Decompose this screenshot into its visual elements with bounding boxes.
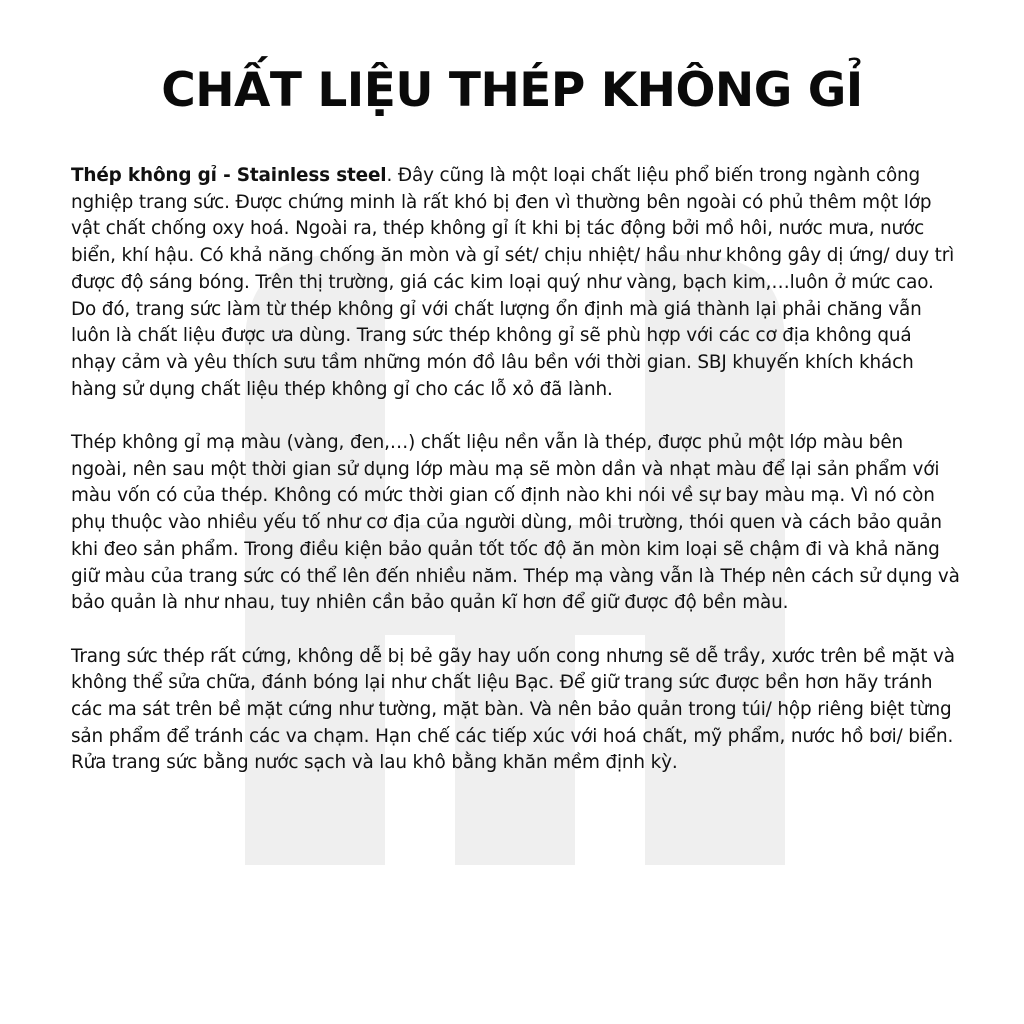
paragraph-stainless-steel: [71, 163, 961, 403]
paragraph-text: Trang sức thép rất cứng, không dễ bị bẻ gãy hay uốn cong nhưng sẽ dễ trầy, xước trên bề mặt và không thể sửa chữa, đánh bóng lại như chất liệu Bạc. Để giữ trang sức được bền hơn hãy tránh các ma sát trên bề mặt cứng như tường, mặt bàn. Và nên bảo quản trong túi/ hộp riêng biệt từng sản phẩm để tránh các va chạm. Hạn chế các tiếp xúc với hoá chất, mỹ phẩm, nước hồ bơi/ biển. Rửa trang sức bằng nước sạch và lau khô bằng khăn mềm định kỳ.: [71, 645, 955, 774]
paragraph-text: Thép không gỉ mạ màu (vàng, đen,…) chất liệu nền vẫn là thép, được phủ một lớp màu bên ngoài, nên sau một thời gian sử dụng lớp màu mạ sẽ mòn dần và nhạt màu để lại sản phẩm với màu vốn có của thép. Không có mức thời gian cố định nào khi nói về sự bay màu mạ. Vì nó còn phụ thuộc vào nhiều yếu tố như cơ địa của người dùng, môi trường, thói quen và cách bảo quản khi đeo sản phẩm. Trong điều kiện bảo quản tốt tốc độ ăn mòn kim loại sẽ chậm đi và khả năng giữ màu của trang sức có thể lên đến nhiều năm. Thép mạ vàng vẫn là Thép nên cách sử dụng và bảo quản là như nhau, tuy nhiên cần bảo quản kĩ hơn để giữ được độ bền màu.: [71, 432, 960, 614]
paragraph-care: [71, 644, 961, 778]
page-title: CHẤT LIỆU THÉP KHÔNG GỈ: [161, 63, 863, 118]
paragraph-lead: Thép không gỉ - Stainless steel: [71, 165, 387, 186]
paragraph-plated-steel: [71, 430, 961, 617]
paragraph-text: . Đây cũng là một loại chất liệu phổ biến trong ngành công nghiệp trang sức. Được chứng minh là rất khó bị đen vì thường bên ngoài có phủ thêm một lớp vật chất chống oxy hoá. Ngoài ra, thép không gỉ ít khi bị tác động bởi mồ hôi, nước mưa, nước biển, khí hậu. Có khả năng chống ăn mòn và gỉ sét/ chịu nhiệt/ hầu như không gây dị ứng/ duy trì được độ sáng bóng. Trên thị trường, giá các kim loại quý như vàng, bạch kim,…luôn ở mức cao. Do đó, trang sức làm từ thép không gỉ với chất lượng ổn định mà giá thành lại phải chăng vẫn luôn là chất liệu được ưa dùng. Trang sức thép không gỉ sẽ phù hợp với các cơ địa không quá nhạy cảm và yêu thích sưu tầm những món đồ lâu bền với thời gian. SBJ khuyến khích khách hàng sử dụng chất liệu thép không gỉ cho các lỗ xỏ đã lành.: [71, 165, 955, 400]
article-body: [71, 163, 961, 804]
